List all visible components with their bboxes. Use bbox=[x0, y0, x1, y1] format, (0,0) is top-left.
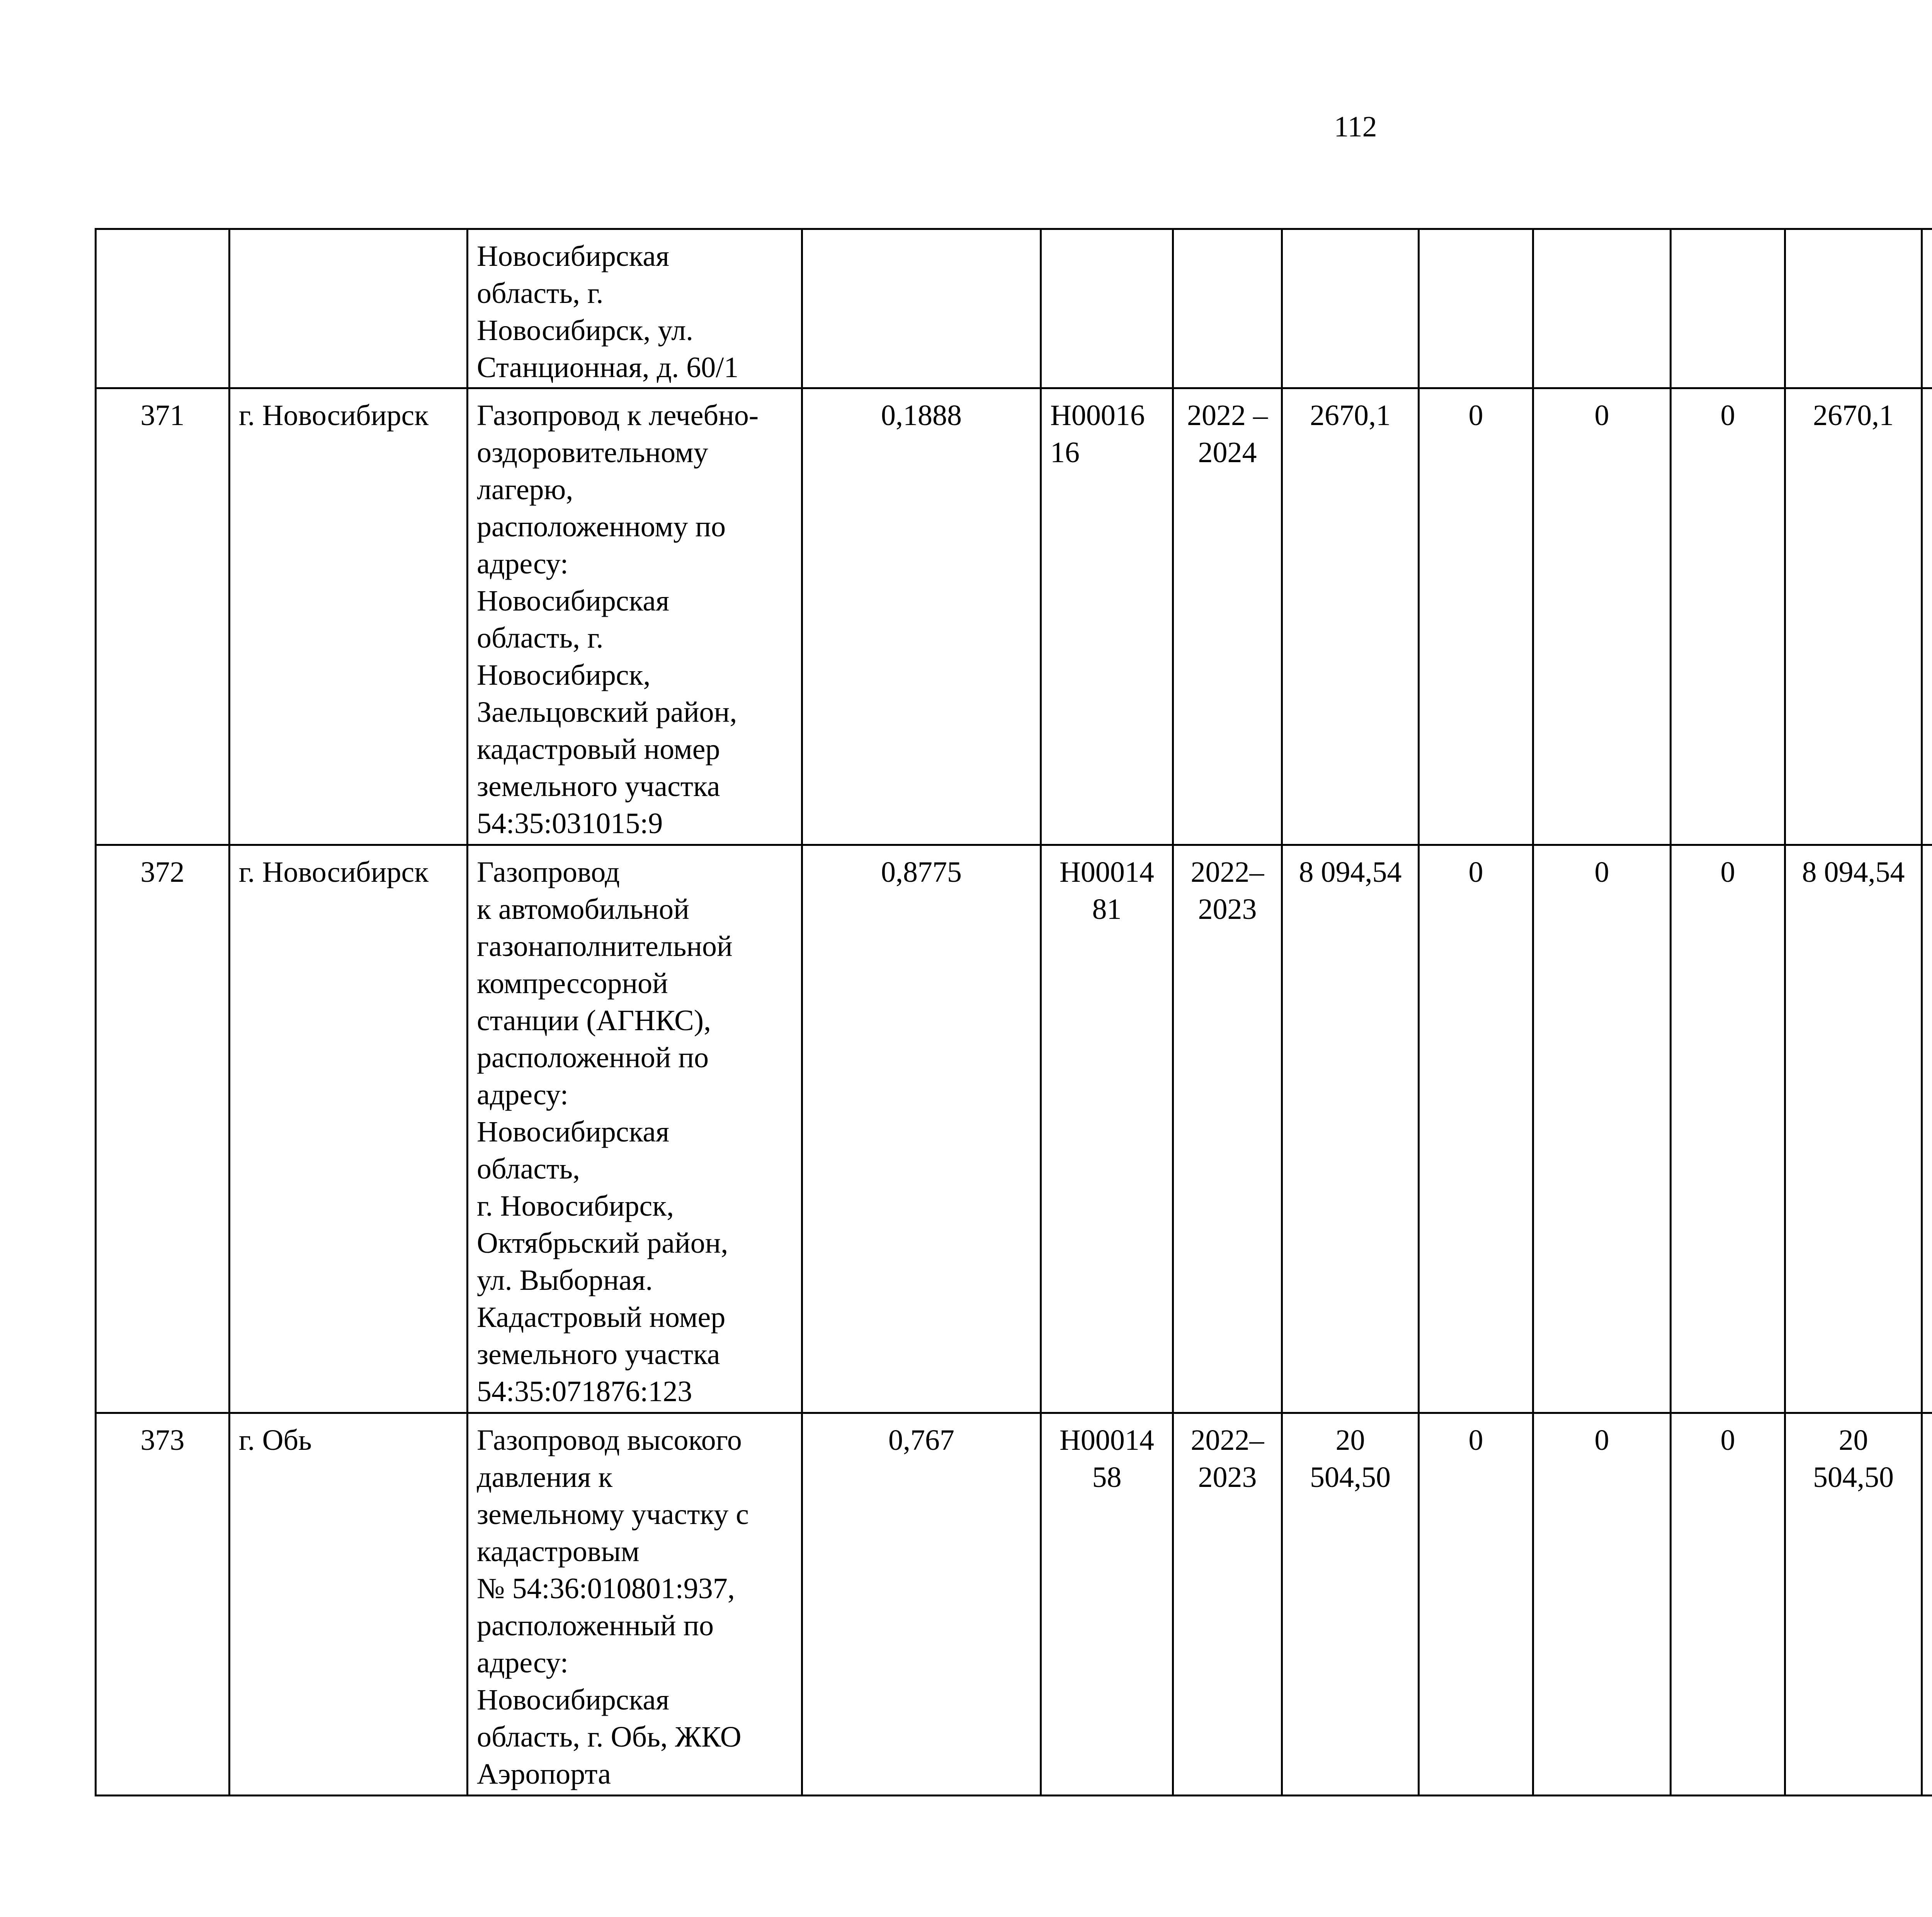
cell-value-2 bbox=[1533, 229, 1671, 388]
cell-total: 20 504,50 bbox=[1282, 1413, 1419, 1796]
cell-value-4: 2670,1 bbox=[1785, 388, 1922, 845]
cell-length: 0,767 bbox=[802, 1413, 1041, 1796]
cell-period: 2022 – 2024 bbox=[1173, 388, 1282, 845]
cell-value-4: 8 094,54 bbox=[1785, 845, 1922, 1413]
cell-city: г. Новосибирск bbox=[230, 845, 468, 1413]
cell-period bbox=[1173, 229, 1282, 388]
cell-length: 0,8775 bbox=[802, 845, 1041, 1413]
cell-num bbox=[96, 229, 230, 388]
cell-num: 371 bbox=[96, 388, 230, 845]
investment-table bbox=[95, 228, 1932, 1796]
cell-city bbox=[230, 229, 468, 388]
table-row bbox=[96, 845, 1932, 1413]
cell-description: Газопровод к лечебно- оздоровительному лагерю, расположенному по адресу: Новосибирская область, г. Новосибирск, Заельцовский район, кадастровый номер земельного участка 54:35:031015:9 bbox=[468, 388, 802, 845]
cell-length bbox=[802, 229, 1041, 388]
cell-city: г. Новосибирск bbox=[230, 388, 468, 845]
cell-value-1: 0 bbox=[1419, 845, 1533, 1413]
page-number: 112 bbox=[1334, 111, 1377, 143]
cell-value-1: 0 bbox=[1419, 388, 1533, 845]
cell-length: 0,1888 bbox=[802, 388, 1041, 845]
table-row-continuation bbox=[96, 229, 1932, 388]
cell-description: Новосибирская область, г. Новосибирск, ул. Станционная, д. 60/1 bbox=[468, 229, 802, 388]
cell-value-1: 0 bbox=[1419, 1413, 1533, 1796]
cell-code bbox=[1041, 229, 1173, 388]
cell-num: 372 bbox=[96, 845, 230, 1413]
cell-code: Н00014 58 bbox=[1041, 1413, 1173, 1796]
cell-value-1 bbox=[1419, 229, 1533, 388]
cell-total: 8 094,54 bbox=[1282, 845, 1419, 1413]
table-row bbox=[96, 1413, 1932, 1796]
cell-period: 2022– 2023 bbox=[1173, 1413, 1282, 1796]
cell-value-2: 0 bbox=[1533, 845, 1671, 1413]
cell-city: г. Обь bbox=[230, 1413, 468, 1796]
cell-value-3: 0 bbox=[1671, 1413, 1785, 1796]
cell-code: Н00016 16 bbox=[1041, 388, 1173, 845]
cell-value-3 bbox=[1671, 229, 1785, 388]
cell-value-3: 0 bbox=[1671, 388, 1785, 845]
cell-num: 373 bbox=[96, 1413, 230, 1796]
cell-organization bbox=[1922, 229, 1932, 388]
cell-description: Газопровод к автомобильной газонаполнительной компрессорной станции (АГНКС), расположенной по адресу: Новосибирская область, г. Новосибирск, Октябрьский район, ул. Выборная. Кадастровый номер земельного участка 54:35:071876:123 bbox=[468, 845, 802, 1413]
cell-organization bbox=[1922, 845, 1932, 1413]
cell-total bbox=[1282, 229, 1419, 388]
cell-total: 2670,1 bbox=[1282, 388, 1419, 845]
cell-value-3: 0 bbox=[1671, 845, 1785, 1413]
cell-value-4: 20 504,50 bbox=[1785, 1413, 1922, 1796]
table-row bbox=[96, 388, 1932, 845]
cell-code: Н00014 81 bbox=[1041, 845, 1173, 1413]
cell-organization bbox=[1922, 1413, 1932, 1796]
cell-organization bbox=[1922, 388, 1932, 845]
cell-value-4 bbox=[1785, 229, 1922, 388]
cell-description: Газопровод высокого давления к земельному участку с кадастровым № 54:36:010801:937, расположенный по адресу: Новосибирская область, г. Обь, ЖКО Аэропорта bbox=[468, 1413, 802, 1796]
cell-period: 2022– 2023 bbox=[1173, 845, 1282, 1413]
cell-value-2: 0 bbox=[1533, 388, 1671, 845]
cell-value-2: 0 bbox=[1533, 1413, 1671, 1796]
